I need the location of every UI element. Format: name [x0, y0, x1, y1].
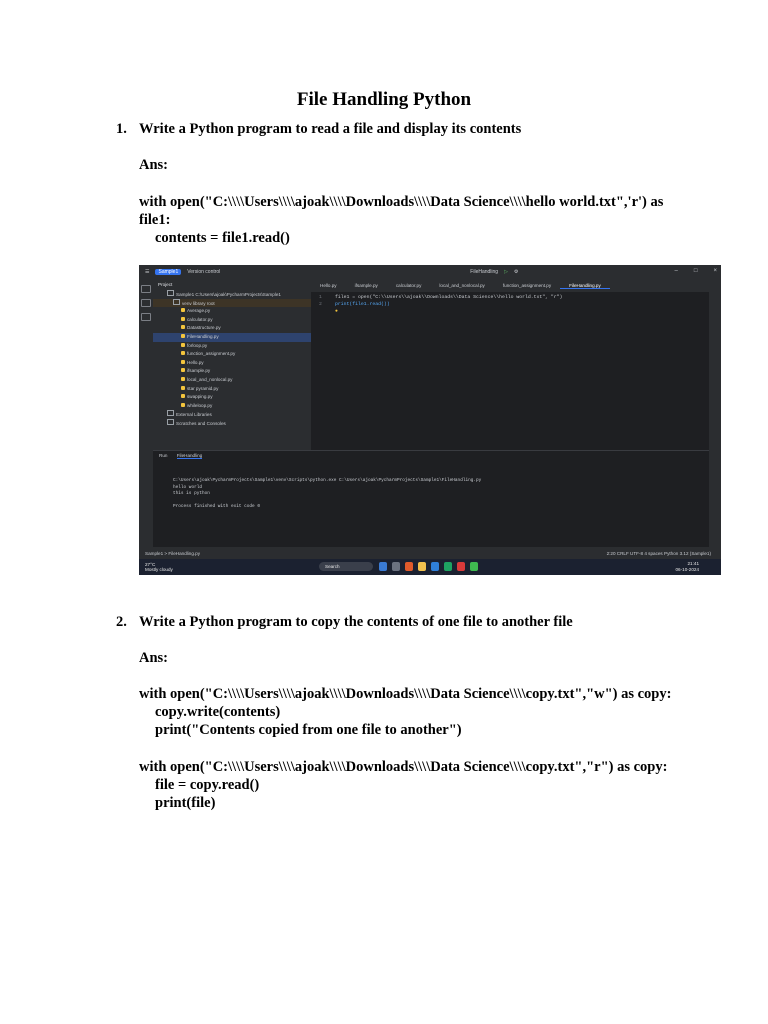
output-line: C:\Users\ajoak\PycharmProjects\Sample1\venv\Scripts\python.exe C:\Users\ajoak\PycharmProjects\Sample1\FileHandling.py: [173, 478, 482, 483]
answer-2-code-line: with open("C:\\\\Users\\\\ajoak\\\\Downloads\\\\Data Science\\\\copy.txt","r") as copy:: [139, 759, 668, 775]
tree-file[interactable]: star pyramid.py: [153, 385, 311, 394]
scratches-icon: [167, 419, 174, 425]
close-icon[interactable]: ×: [713, 268, 717, 274]
folder-icon: [173, 299, 180, 305]
weather-widget[interactable]: 27°C Mostly cloudy: [145, 562, 173, 572]
windows-start-icon[interactable]: [379, 562, 387, 571]
run-icon[interactable]: ▷: [504, 269, 508, 275]
library-icon: [167, 410, 174, 416]
hamburger-icon[interactable]: ☰: [145, 269, 150, 275]
folder-icon[interactable]: [418, 562, 426, 571]
editor-tab-active[interactable]: FileHandling.py: [560, 283, 610, 289]
answer-2-label: Ans:: [139, 650, 169, 666]
output-line: this is python: [173, 491, 210, 496]
status-bar: [139, 547, 721, 559]
tree-file[interactable]: function_assignment.py: [153, 350, 311, 359]
python-file-icon: [181, 368, 185, 372]
minimize-icon[interactable]: –: [674, 268, 678, 274]
python-file-icon: [181, 403, 185, 407]
app-icon[interactable]: [457, 562, 465, 571]
editor-tab[interactable]: local_and_nonlocal.py: [439, 283, 485, 288]
output-line: Process finished with exit code 0: [173, 504, 260, 509]
editor-tab[interactable]: Hello.py: [320, 283, 337, 288]
tree-file[interactable]: whileloop.py: [153, 402, 311, 411]
taskbar-search[interactable]: Search: [319, 562, 373, 571]
python-file-icon: [181, 317, 185, 321]
structure-tool-icon[interactable]: [141, 299, 151, 307]
tool-window-strip: [139, 279, 153, 561]
answer-1-code-line: with open("C:\\\\Users\\\\ajoak\\\\Downloads\\\\Data Science\\\\hello world.txt",'r') as: [139, 194, 664, 210]
answer-1-code-line: contents = file1.read(): [155, 230, 290, 246]
answer-2-code-line: copy.write(contents): [155, 704, 281, 720]
code-area[interactable]: 1 file1 = open("C:\\Users\\ajoak\\Downloads\\Data Science\\hello world.txt", "r") 2 print(file1.read()) ●: [319, 295, 563, 314]
chrome-icon[interactable]: [444, 562, 452, 571]
taskbar-apps: [379, 562, 478, 571]
project-pane: [153, 279, 311, 450]
question-2: [116, 614, 573, 631]
file-explorer-icon[interactable]: [392, 562, 400, 571]
code-line: file1 = open("C:\\Users\\ajoak\\Downloads\\Data Science\\hello world.txt", "r"): [335, 295, 563, 300]
tree-venv-folder[interactable]: venv library root: [153, 299, 311, 308]
ide-title-bar: [139, 265, 721, 279]
python-file-icon: [181, 343, 185, 347]
answer-1-code-line: file1:: [139, 212, 171, 228]
code-editor[interactable]: [311, 279, 709, 450]
output-line: hello world: [173, 484, 202, 490]
debug-icon[interactable]: ⚙: [513, 269, 519, 275]
run-label: Run: [159, 453, 168, 458]
ide-screenshot: [139, 265, 721, 575]
tree-file[interactable]: calculator.py: [153, 316, 311, 325]
editor-tab[interactable]: calculator.py: [395, 283, 422, 288]
taskbar-clock[interactable]: 21:41 06-10-2024: [675, 561, 699, 572]
code-line: print(file1.read()): [335, 302, 390, 307]
tree-root-folder[interactable]: Sample1 C:\Users\ajoak\PycharmProjects\Sample1: [153, 290, 311, 299]
edge-icon[interactable]: [431, 562, 439, 571]
run-config-selector[interactable]: FileHandling: [470, 269, 499, 275]
document-title: File Handling Python: [296, 89, 472, 110]
project-tree: [153, 290, 311, 428]
python-file-icon: [181, 351, 185, 355]
answer-2-code-line: print("Contents copied from one file to another"): [155, 722, 462, 738]
status-breadcrumb[interactable]: Sample1 > FileHandling.py: [145, 550, 201, 556]
tree-file[interactable]: ifsample.py: [153, 367, 311, 376]
tree-file[interactable]: local_and_nonlocal.py: [153, 376, 311, 385]
tree-file[interactable]: Hello.py: [153, 359, 311, 368]
answer-2-code-line: print(file): [155, 795, 216, 811]
pycharm-icon[interactable]: [470, 562, 478, 571]
python-file-icon: [181, 334, 185, 338]
python-file-icon: [181, 394, 185, 398]
tree-file[interactable]: swapping.py: [153, 393, 311, 402]
tree-file[interactable]: forloop.py: [153, 342, 311, 351]
python-file-icon: [181, 386, 185, 390]
project-switcher[interactable]: Sample1: [155, 269, 181, 275]
run-header: [153, 451, 709, 465]
answer-1-label: Ans:: [139, 157, 169, 173]
bulb-icon[interactable]: ●: [335, 309, 338, 314]
tree-file[interactable]: Datastructure.py: [153, 324, 311, 333]
status-info: 2:20 CRLF UTF-8 4 spaces Python 3.12 (Sample1): [606, 550, 711, 556]
more-tools-icon[interactable]: [141, 313, 151, 321]
python-file-icon: [181, 377, 185, 381]
run-tab[interactable]: FileHandling: [176, 453, 203, 458]
python-file-icon: [181, 308, 185, 312]
question-2-number: 2.: [116, 614, 127, 630]
tree-scratches[interactable]: Scratches and Consoles: [153, 419, 311, 428]
project-pane-header[interactable]: Project: [158, 282, 173, 287]
question-1: [116, 121, 521, 138]
tree-file-selected[interactable]: FileHandling.py: [153, 333, 311, 342]
editor-tabs: [311, 279, 709, 292]
run-output: [173, 478, 481, 511]
maximize-icon[interactable]: □: [693, 268, 698, 274]
question-1-number: 1.: [116, 121, 127, 137]
question-1-text: Write a Python program to read a file and display its contents: [139, 121, 522, 137]
editor-tab[interactable]: function_assignment.py: [502, 283, 552, 288]
vcs-menu[interactable]: Version control: [187, 269, 221, 275]
windows-taskbar: [139, 559, 721, 575]
right-tool-strip: [709, 279, 721, 561]
question-2-text: Write a Python program to copy the contents of one file to another file: [139, 614, 573, 630]
run-pane: [153, 450, 709, 547]
tree-external-libraries[interactable]: External Libraries: [153, 410, 311, 419]
answer-2-code-line: file = copy.read(): [155, 777, 260, 793]
tree-file[interactable]: Average.py: [153, 307, 311, 316]
folder-icon: [167, 290, 174, 296]
project-tool-icon[interactable]: [141, 285, 151, 293]
python-file-icon: [181, 360, 185, 364]
python-file-icon: [181, 325, 185, 329]
answer-2-code-line: with open("C:\\\\Users\\\\ajoak\\\\Downloads\\\\Data Science\\\\copy.txt","w") as copy:: [139, 686, 672, 702]
editor-tab[interactable]: ifsample.py: [354, 283, 378, 288]
brave-icon[interactable]: [405, 562, 413, 571]
